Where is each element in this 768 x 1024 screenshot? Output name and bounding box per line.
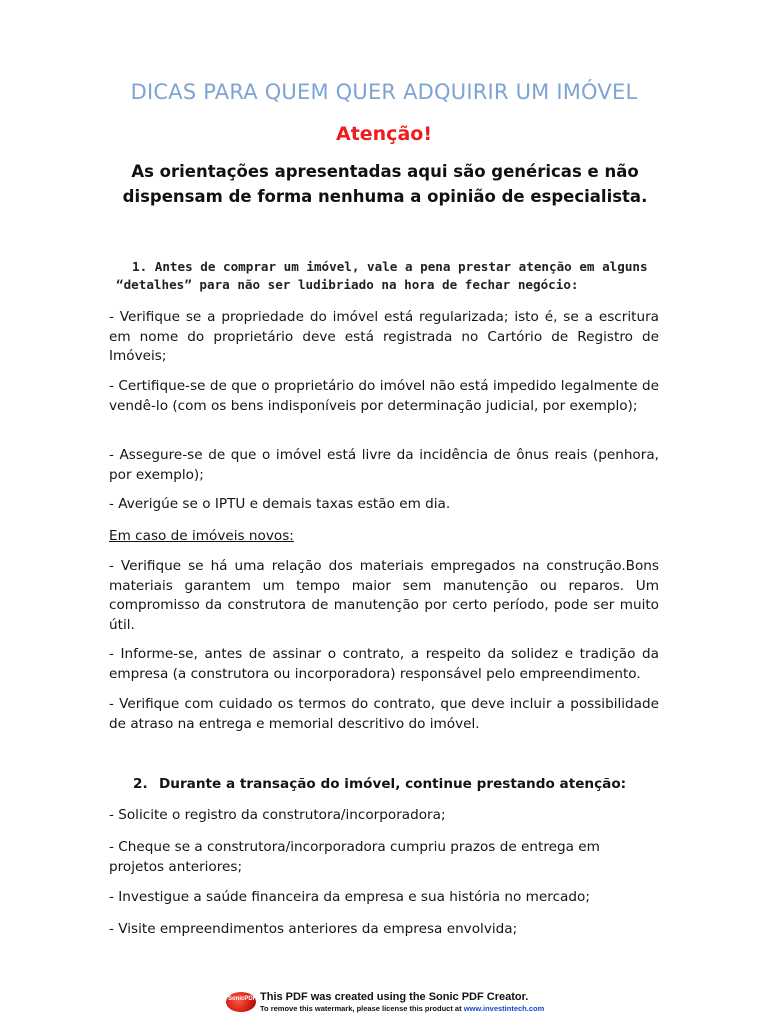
section-1-item: - Averigúe se o IPTU e demais taxas estão em dia. (109, 496, 451, 512)
new-properties-item: - Verifique com cuidado os termos do contrato, que deve incluir a possibilidade de atraso na entrega e memorial descritivo do imóvel. (109, 696, 659, 732)
sonic-pdf-logo-text: SonicPDF (228, 996, 257, 1002)
attention-heading: Atenção! (335, 123, 432, 145)
section-1-heading-line-2: “detalhes” para não ser ludibriado na hora de fechar negócio: (116, 277, 579, 292)
document-title: DICAS PARA QUEM QUER ADQUIRIR UM IMÓVEL (130, 80, 638, 104)
section-2-item: - Visite empreendimentos anteriores da empresa envolvida; (109, 921, 518, 937)
new-properties-item: - Verifique se há uma relação dos materiais empregados na construção.Bons materiais garantem um tempo maior sem manutenção ou reparos. Um compromisso da construtora de manutenção por certo período, pode ser muito útil. (109, 558, 659, 633)
section-2-heading (133, 776, 673, 792)
section-1-item: - Verifique se a propriedade do imóvel está regularizada; isto é, se a escritura em nome do proprietário deve está registrada no Cartório de Registro de Imóveis; (109, 309, 659, 364)
section-1-item: - Certifique-se de que o proprietário do imóvel não está impedido legalmente de vendê-lo (com os bens indisponíveis por determinação judicial, por exemplo); (109, 378, 659, 414)
watermark-link[interactable]: www.investintech.com (463, 1004, 545, 1013)
section-1-heading-line-1: 1. Antes de comprar um imóvel, vale a pena prestar atenção em alguns (132, 259, 648, 274)
new-properties-item: - Informe-se, antes de assinar o contrato, a respeito da solidez e tradição da empresa (a construtora ou incorporadora) responsável pelo empreendimento. (109, 646, 659, 682)
watermark-line-1: This PDF was created using the Sonic PDF Creator. (260, 991, 529, 1003)
new-properties-subheading: Em caso de imóveis novos: (109, 528, 294, 544)
section-2-heading-text: Durante a transação do imóvel, continue prestando atenção: (159, 776, 627, 792)
watermark-line-2 (260, 1004, 544, 1013)
section-1-heading (110, 258, 670, 294)
section-2-item: - Solicite o registro da construtora/incorporadora; (109, 807, 446, 823)
pdf-watermark (226, 990, 556, 1016)
disclaimer-text: As orientações apresentadas aqui são genéricas e não dispensam de forma nenhuma a opinião de especialista. (122, 162, 648, 206)
section-2-number: 2. (133, 776, 148, 792)
watermark-line-2-text: To remove this watermark, please license this product at (260, 1004, 464, 1013)
section-1-item: - Assegure-se de que o imóvel está livre da incidência de ônus reais (penhora, por exemplo); (109, 447, 659, 483)
sonic-pdf-logo-icon (226, 992, 256, 1012)
section-2-item: - Cheque se a construtora/incorporadora cumpriu prazos de entrega em projetos anteriores; (109, 839, 600, 875)
section-2-item: - Investigue a saúde financeira da empresa e sua história no mercado; (109, 889, 590, 905)
